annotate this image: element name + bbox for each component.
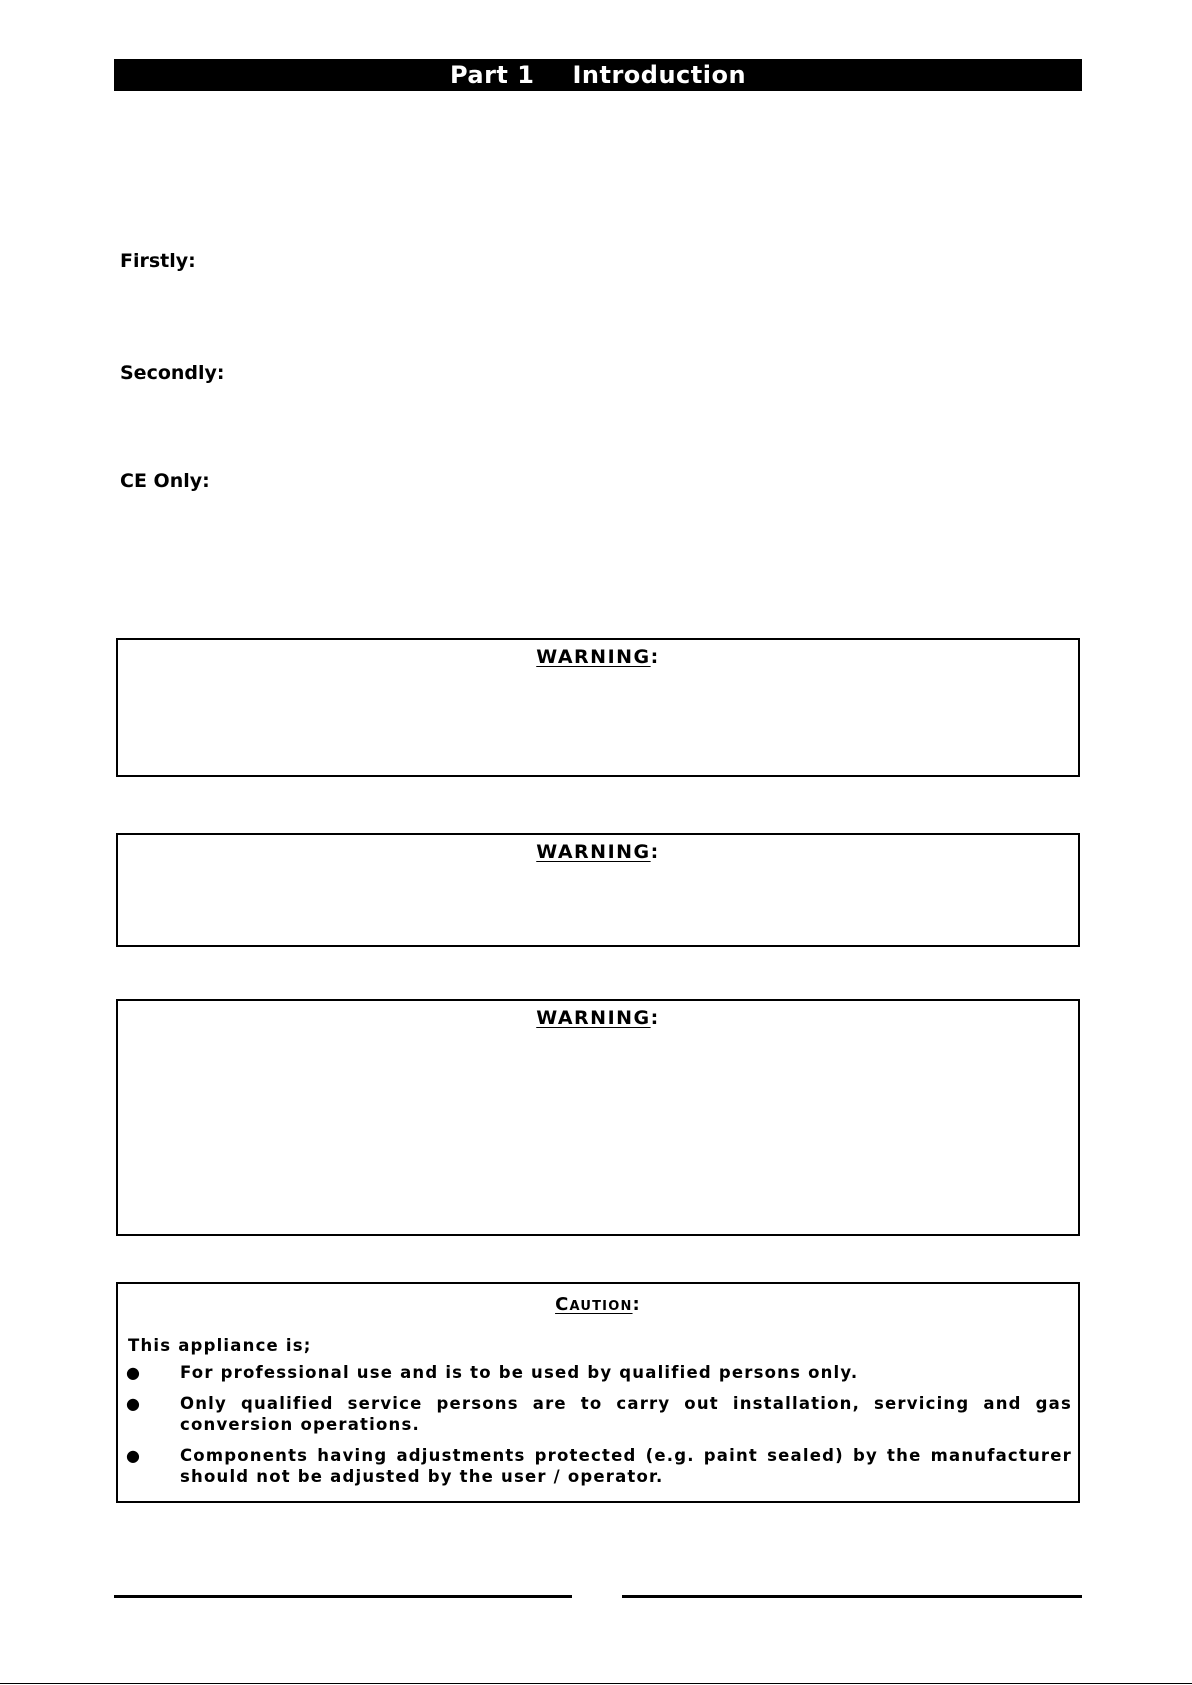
section-label-ce-only: CE Only: — [120, 470, 210, 492]
page-bottom-rule — [0, 1683, 1192, 1684]
warning-box-1 — [116, 638, 1080, 777]
footer-rule-right — [622, 1595, 1082, 1598]
section-label-secondly: Secondly: — [120, 362, 225, 384]
list-item: ● For professional use and is to be used by qualified persons only. — [126, 1363, 859, 1382]
warning-box-3 — [116, 999, 1080, 1236]
warning-box-2 — [116, 833, 1080, 947]
list-item: ● Components having adjustments protected (e.g. paint sealed) by the manufacturer should not be adjusted by the user / operator. — [126, 1446, 1072, 1486]
bullet-icon: ● — [126, 1394, 142, 1413]
warning-title-1: WARNING: — [536, 646, 660, 668]
footer-rule-left — [114, 1595, 572, 1598]
bullet-icon: ● — [126, 1363, 142, 1382]
part-number: Part 1 — [449, 61, 535, 89]
list-item: ● Only qualified service persons are to carry out installation, servicing and gas conversion operations. — [126, 1394, 1072, 1434]
caution-intro: This appliance is; — [128, 1336, 312, 1355]
page-title: Introduction — [572, 61, 747, 89]
caution-list — [118, 1362, 1078, 1497]
caution-title: Caution: — [555, 1294, 641, 1315]
section-label-firstly: Firstly: — [120, 250, 196, 272]
page-header-bar — [114, 59, 1082, 91]
warning-title-2: WARNING: — [536, 841, 660, 863]
bullet-icon: ● — [126, 1446, 142, 1465]
caution-box — [116, 1282, 1080, 1503]
warning-title-3: WARNING: — [536, 1007, 660, 1029]
